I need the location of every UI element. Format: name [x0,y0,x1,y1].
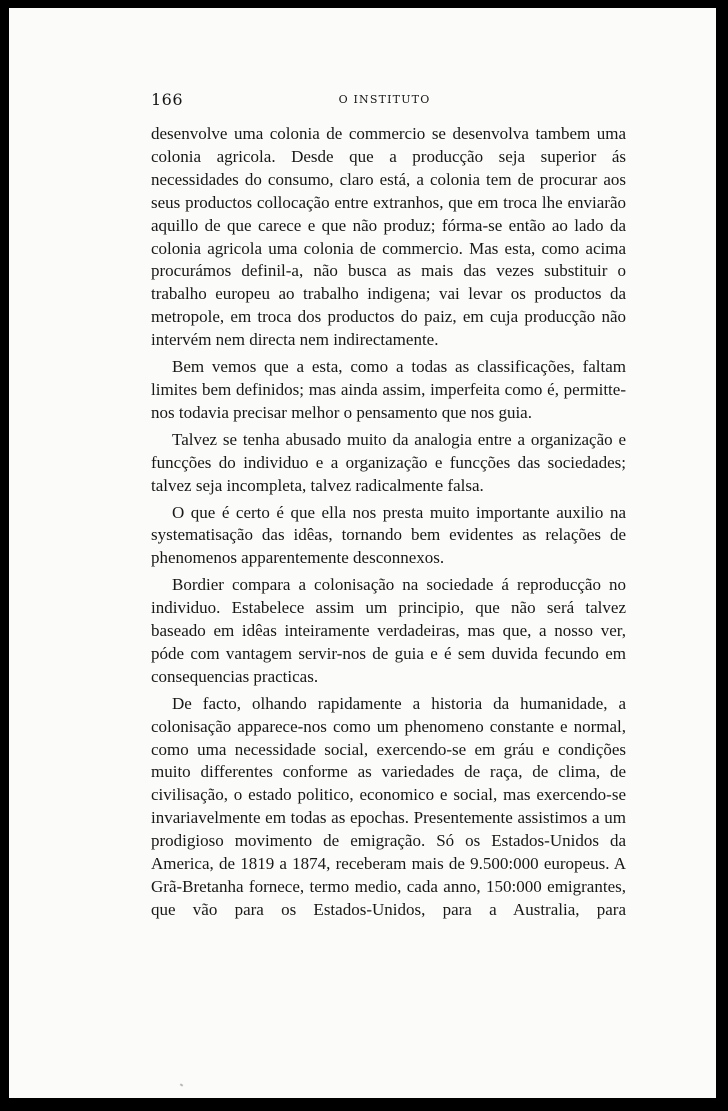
paragraph-5: Bordier compara a colonisação na sociedade á reproducção no individuo. Estabelece assim um principio, que não será talvez baseado em idêas inteiramente verdadeiras, mas que, a nosso ver, póde com vantagem servir-nos de guia e é sem duvida fecundo em consequencias practicas. [151,575,626,686]
paragraph-4: O que é certo é que ella nos presta muito importante auxilio na systematisação das idêas, tornando bem evidentes as relações de phenomenos apparentemente desconnexos. [151,502,626,568]
paragraph-2: Bem vemos que a esta, como a todas as classificações, faltam limites bem definidos; mas ainda assim, imperfeita como é, permitte-nos todavia precisar melhor o pensamento que nos guia. [151,357,626,422]
paper-speck [180,1083,184,1086]
running-head: O INSTITUTO [338,93,431,106]
paragraph-1: desenvolve uma colonia de commercio se desenvolva tambem uma colonia agricola. Desde que a producção seja superior ás necessidades do consumo, claro está, a colonia tem de procurar aos seus productos collocação entre extranhos, que em troca lhe enviarão aquillo de que carece e que não produz; fórma-se então ao lado da colonia agricola uma colonia de commercio. Mas esta, como acima procurámos definil-a, não busca as mais das vezes substituir o trabalho europeu ao trabalho indigena; vai levar os productos da metropole, em troca dos productos do paiz, em cuja producção não intervém nem directa nem indirectamente. [151,124,626,350]
body-text [151,123,626,926]
page-number: 166 [151,90,184,109]
page-header [143,88,626,112]
paragraph-3: Talvez se tenha abusado muito da analogia entre a organização e funcções do individuo e a organização e funcções das sociedades; talvez seja incompleta, talvez radicalmente falsa. [151,429,626,495]
paragraph-6: De facto, olhando rapidamente a historia da humanidade, a colonisação apparece-nos como um phenomeno constante e normal, como uma necessidade social, exercendo-se em gráu e condições muito differentes conforme as variedades de raça, de clima, de civilisação, o estado politico, economico e social, mas exercendo-se invariavelmente em todas as epochas. Presentemente assistimos a um prodigioso movimento de emigração. Só os Estados-Unidos da America, de 1819 a 1874, receberam mais de 9.500:000 europeus. A Grã-Bretanha fornece, termo medio, cada anno, 150:000 emigrantes, que vão para os Estados-Unidos, para a Australia, para [151,693,626,919]
